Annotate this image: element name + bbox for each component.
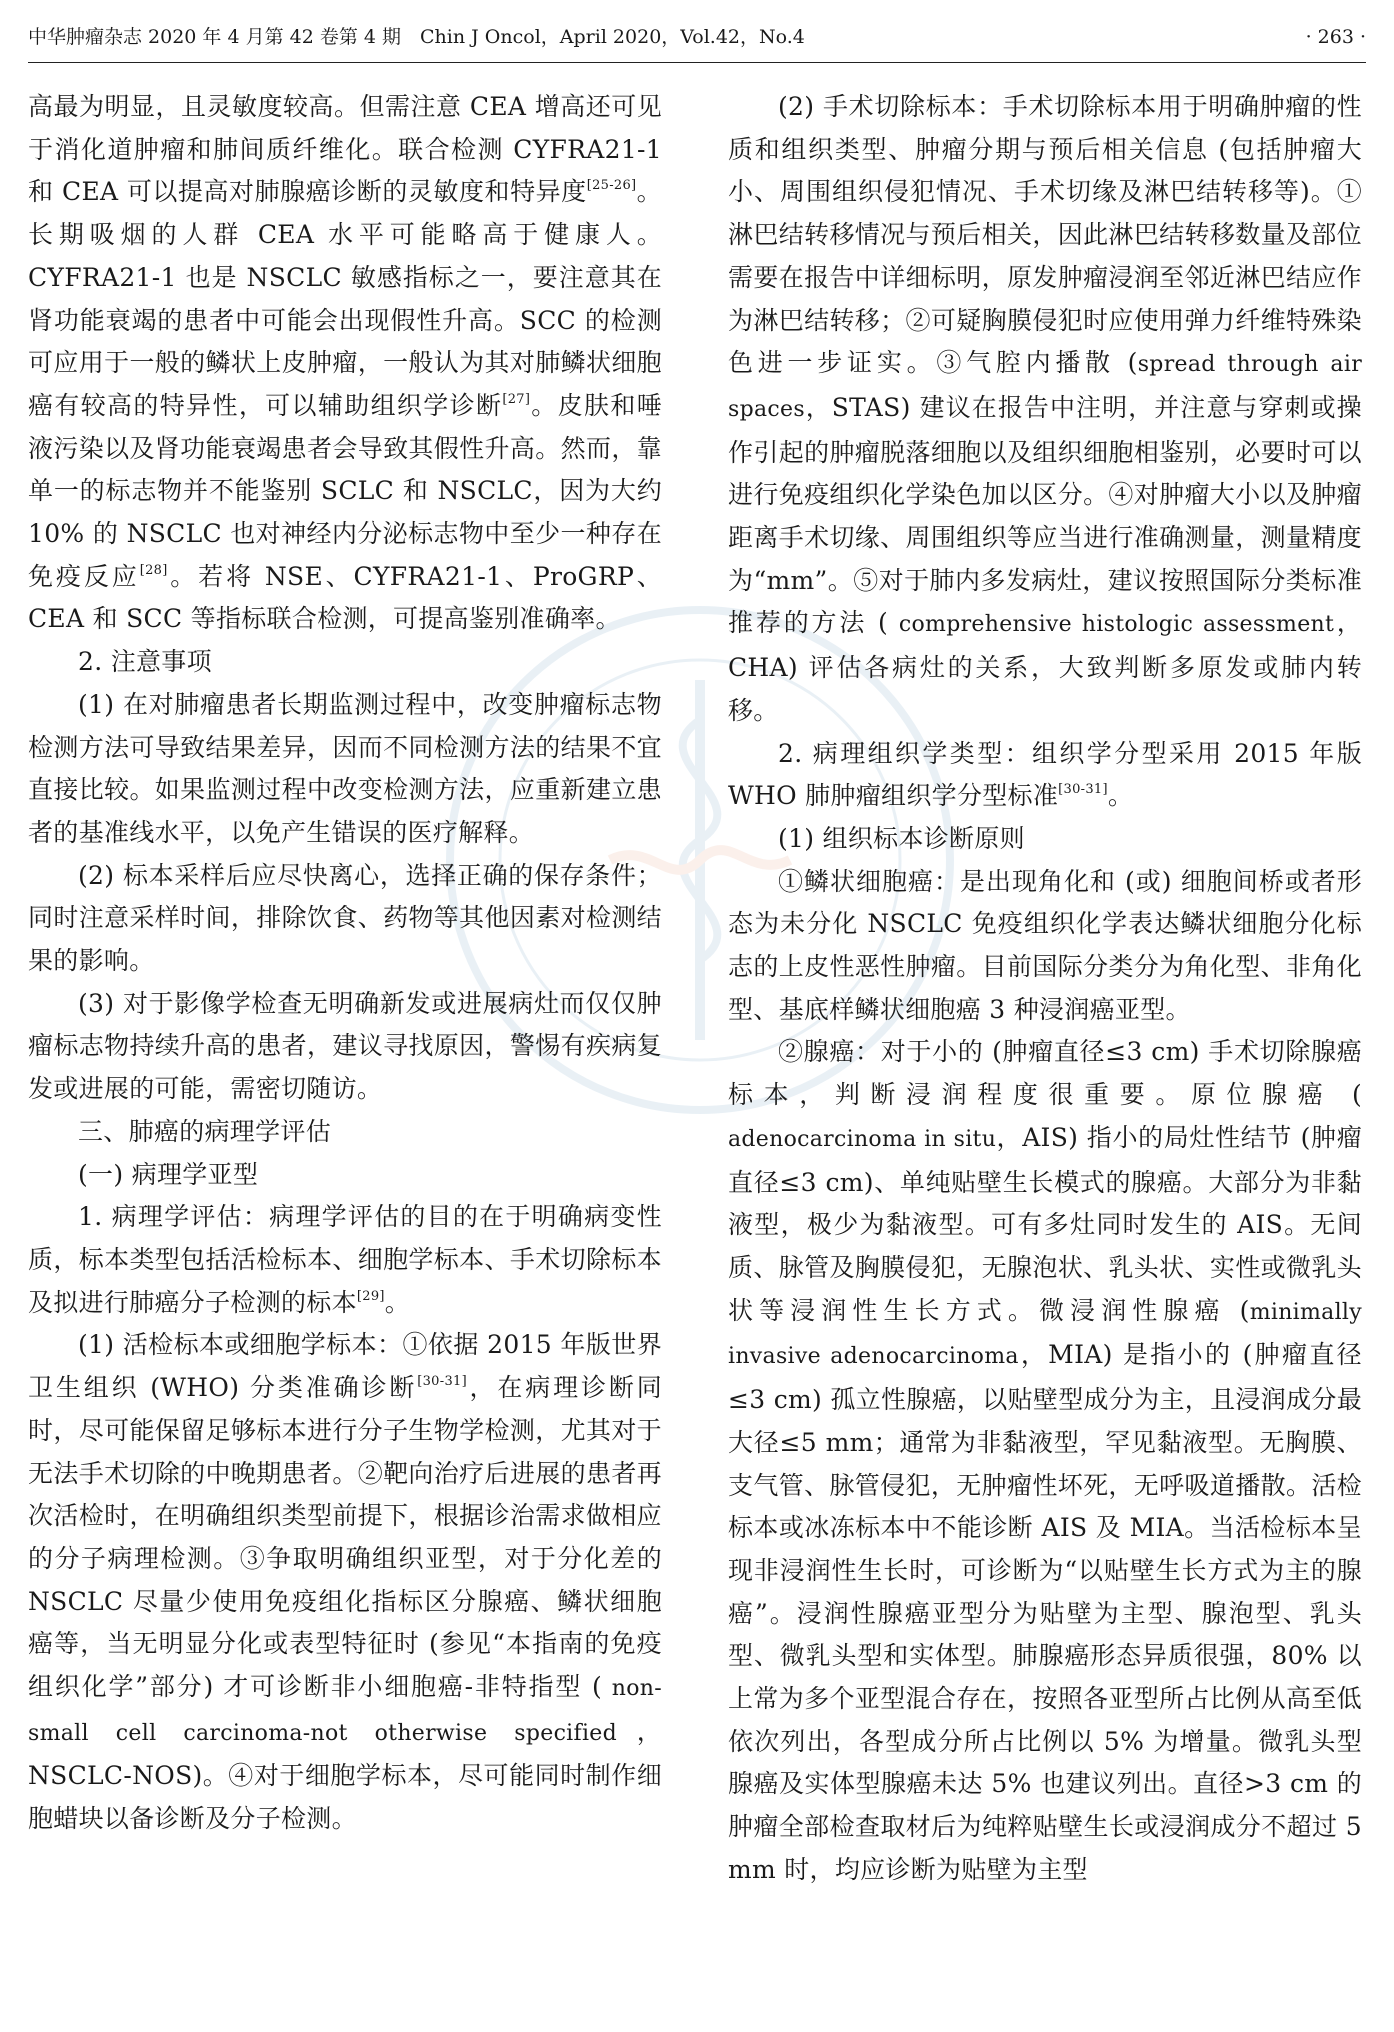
text-run: 高最为明显，且灵敏度较高。但需注意 CEA 增高还可见于消化道肿瘤和肺间质纤维化。联合检测 CYFRA21-1 和 CEA 可以提高对肺腺癌诊断的灵敏度和特异度: [28, 92, 662, 207]
journal-citation: 中华肿瘤杂志 2020 年 4 月第 42 卷第 4 期 Chin J Oncol，April 2020，Vol.42，No.4: [28, 26, 805, 48]
text-run: (2) 手术切除标本：手术切除标本用于明确肿瘤的性质和组织类型、肿瘤分期与预后相关信息 (包括肿瘤大小、周围组织侵犯情况、手术切缘及淋巴结转移等)。①淋巴结转移情况与预后相关，因此淋巴结转移数量及部位需要在报告中详细标明，原发肿瘤浸润至邻近淋巴结应作为淋巴结转移；②可疑胸膜侵犯时应使用弹力纤维特殊染色进一步证实。③气腔内播散 (: [728, 92, 1362, 378]
citation-ref: [25-26]: [586, 178, 637, 194]
text-run: ，CHA) 评估各病灶的关系，大致判断多原发或肺内转移。: [728, 608, 1362, 725]
text-run: 2. 病理组织学类型：组织学分型采用 2015 年版 WHO 肺肿瘤组织学分型标准: [728, 738, 1362, 811]
text-run: ，MIA) 是指小的 (肿瘤直径≤3 cm) 孤立性腺癌，以贴壁型成分为主，且浸润成分最大径≤5 mm；通常为非黏液型，罕见黏液型。无胸膜、支气管、脉管侵犯，无肿瘤性坏死，无呼吸道播散。活检标本或冰冻标本中不能诊断 AIS 及 MIA。当活检标本呈现非浸润性生长时，可诊断为“以贴壁生长方式为主的腺癌”。浸润性腺癌亚型分为贴壁为主型、腺泡型、乳头型、微乳头型和实体型。肺腺癌形态异质很强，80% 以上常为多个亚型混合存在，按照各亚型所占比例从高至低依次列出，各型成分所占比例以 5% 为增量。微乳头型腺癌及实体型腺癌未达 5% 也建议列出。直径>3 cm 的肿瘤全部检查取材后为纯粹贴壁生长或浸润成分不超过 5 mm 时，均应诊断为贴壁为主型: [728, 1340, 1362, 1884]
english-term: comprehensive histologic assessment: [898, 612, 1335, 638]
paragraph: [28, 983, 662, 1111]
english-term: spread through air spaces: [728, 352, 1363, 422]
text-run: ，在病理诊断同时，尽可能保留足够标本进行分子生物学检测，尤其对于无法手术切除的中晚期患者。②靶向治疗后进展的患者再次活检时，在明确组织类型前提下，根据诊治需求做相应的分子病理检测。③争取明确组织亚型，对于分化差的 NSCLC 尽量少使用免疫组化指标区分腺癌、鳞状细胞癌等，当无明显分化或表型特征时 (参见“本指南的免疫组织化学”部分) 才可诊断非小细胞癌-非特指型 (: [28, 1373, 662, 1702]
english-term: minimally invasive adenocarcinoma: [728, 1299, 1362, 1370]
paragraph: [728, 818, 1362, 861]
text-run: (一) 病理学亚型: [78, 1159, 259, 1189]
citation-ref: [30-31]: [417, 1374, 467, 1390]
citation-ref: [30-31]: [1058, 782, 1108, 798]
text-run: (1) 在对肺瘤患者长期监测过程中，改变肿瘤标志物检测方法可导致结果差异，因而不同检测方法的结果不宜直接比较。如果监测过程中改变检测方法，应重新建立患者的基准线水平，以免产生错误的医疗解释。: [28, 689, 662, 847]
citation-ref: [27]: [502, 391, 531, 407]
paragraph: [28, 1111, 662, 1154]
text-run: 三、肺癌的病理学评估: [78, 1116, 332, 1146]
text-run: (1) 活检标本或细胞学标本：①依据 2015 年版世界卫生组织 (WHO) 分类准确诊断: [28, 1330, 662, 1403]
running-header: [28, 22, 1366, 52]
paragraph: [28, 1196, 662, 1324]
text-run: ，AIS) 指小的局灶性结节 (肿瘤直径≤3 cm)、单纯贴壁生长模式的腺癌。大部分为非黏液型，极少为黏液型。可有多灶同时发生的 AIS。无间质、脉管及胸膜侵犯，无腺泡状、乳头状、实性或微乳头状等浸润性生长方式。微浸润性腺癌 (: [728, 1122, 1363, 1325]
paragraph: [728, 861, 1362, 1032]
text-run: 2. 注意事项: [78, 647, 212, 677]
text-run: 。皮肤和唾液污染以及肾功能衰竭患者会导致其假性升高。然而，靠单一的标志物并不能鉴别 SCLC 和 NSCLC，因为大约 10% 的 NSCLC 也对神经内分泌标志物中至少一种存在免疫反应: [28, 390, 662, 591]
text-run: 。若将 NSE、CYFRA21-1、ProGRP、CEA 和 SCC 等指标联合检测，可提高鉴别准确率。: [28, 561, 662, 634]
text-run: 。: [384, 1287, 411, 1317]
text-run: ，STAS) 建议在报告中注明，并注意与穿刺或操作引起的肿瘤脱落细胞以及组织细胞相鉴别，必要时可以进行免疫组织化学染色加以区分。④对肿瘤大小以及肿瘤距离手术切缘、周围组织等应当进行准确测量，测量精度为“mm”。⑤对于肺内多发病灶，建议按照国际分类标准推荐的方法 (: [728, 392, 1362, 638]
paragraph: [28, 1324, 662, 1840]
text-run: (1) 组织标本诊断原则: [778, 823, 1025, 853]
citation-ref: [28]: [139, 562, 168, 578]
right-column: [728, 86, 1362, 1892]
paragraph: [28, 855, 662, 983]
paragraph: [28, 1154, 662, 1197]
header-rule: [28, 62, 1366, 63]
text-run: 1. 病理学评估：病理学评估的目的在于明确病变性质，标本类型包括活检标本、细胞学标本、手术切除标本及拟进行肺癌分子检测的标本: [28, 1202, 662, 1317]
text-run: 。: [1107, 781, 1134, 811]
paragraph: [728, 86, 1362, 733]
english-term: non-small cell carcinoma-not otherwise specified: [28, 1676, 662, 1746]
english-term: adenocarcinoma in situ: [728, 1126, 997, 1152]
text-run: ②腺癌：对于小的 (肿瘤直径≤3 cm) 手术切除腺癌标本，判断浸润程度很重要。原位腺癌 (: [728, 1037, 1362, 1110]
page-number: · 263 ·: [1305, 26, 1366, 48]
left-column: [28, 86, 662, 1841]
text-run: 。长期吸烟的人群 CEA 水平可能略高于健康人。CYFRA21-1 也是 NSCLC 敏感指标之一，要注意其在肾功能衰竭的患者中可能会出现假性升高。SCC 的检测可应用于一般的鳞状上皮肿瘤，一般认为其对肺鳞状细胞癌有较高的特异性，可以辅助组织学诊断: [28, 177, 662, 420]
text-run: (2) 标本采样后应尽快离心，选择正确的保存条件；同时注意采样时间，排除饮食、药物等其他因素对检测结果的影响。: [28, 860, 662, 976]
text-run: (3) 对于影像学检查无明确新发或进展病灶而仅仅肿瘤标志物持续升高的患者，建议寻找原因，警惕有疾病复发或进展的可能，需密切随访。: [28, 988, 662, 1104]
paragraph: [28, 684, 662, 855]
citation-ref: [29]: [356, 1288, 385, 1304]
paragraph: [28, 86, 662, 641]
paragraph: [28, 641, 662, 684]
text-run: ①鳞状细胞癌：是出现角化和 (或) 细胞间桥或者形态为未分化 NSCLC 免疫组织化学表达鳞状细胞分化标志的上皮性恶性肿瘤。目前国际分类分为角化型、非角化型、基底样鳞状细胞癌 3 种浸润癌亚型。: [728, 866, 1362, 1024]
paragraph: [728, 733, 1362, 818]
paragraph: [728, 1031, 1362, 1891]
text-run: ，NSCLC-NOS)。④对于细胞学标本，尽可能同时制作细胞蜡块以备诊断及分子检测。: [28, 1716, 662, 1834]
